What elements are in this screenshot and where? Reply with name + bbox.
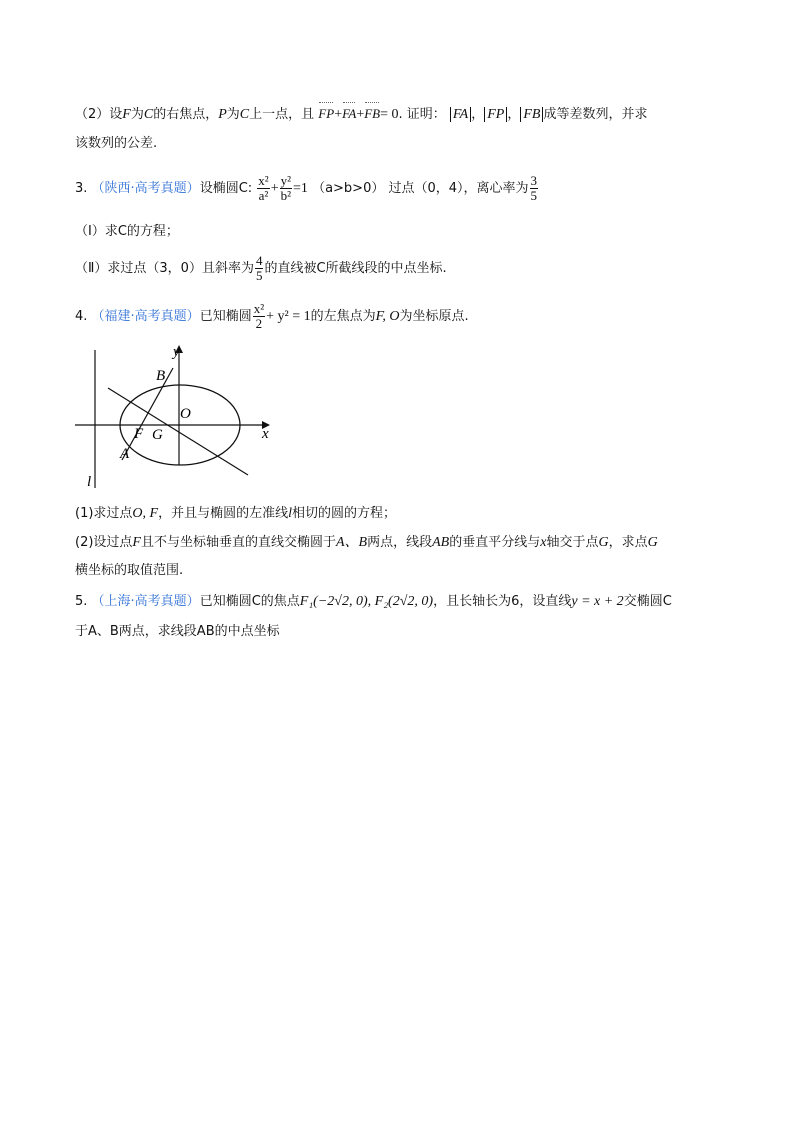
p2-line-1 — [75, 104, 648, 125]
math-F: F — [132, 535, 141, 550]
label-l: l — [87, 474, 92, 490]
equation-rest: + y² = 1 — [266, 309, 311, 324]
question-number: 3. — [75, 181, 88, 196]
q4-sub-1 — [75, 504, 396, 524]
q5-line-1 — [75, 592, 672, 612]
vector-FP: FP — [318, 104, 334, 124]
text: 已知椭圆C的焦点 — [199, 594, 300, 609]
text: 成等差数列，并求 — [543, 107, 648, 122]
abs-FB: FB — [520, 107, 543, 122]
math-l: l — [288, 506, 292, 521]
math-F: F — [122, 107, 131, 122]
text: (2)设过点 — [75, 535, 133, 550]
text: 的左焦点为 — [310, 309, 376, 324]
math-G: G — [598, 535, 609, 550]
plus: + — [356, 107, 365, 122]
numerator: x² — [258, 173, 269, 188]
text: 相切的圆的方程； — [292, 506, 397, 521]
text: 过点（0，4），离心率为 — [388, 181, 529, 196]
text: 已知椭圆 — [199, 309, 252, 324]
abs-FP: FP — [484, 107, 507, 122]
numerator: 4 — [255, 253, 263, 268]
vector-FA: FA — [342, 104, 356, 124]
q3-line-1 — [75, 174, 539, 204]
text: 且不与坐标轴垂直的直线交椭圆于 — [140, 535, 336, 550]
text: ，且长轴长为6，设直线 — [433, 594, 572, 609]
text: 轴交于点 — [546, 535, 599, 550]
q4-sub-2-cont — [75, 561, 183, 581]
text: （2）设 — [75, 107, 123, 122]
question-source: （陕西·高考真题） — [91, 181, 200, 196]
text: 两点，线段 — [367, 535, 433, 550]
label-A: A — [120, 446, 130, 462]
equals-one: =1 — [293, 181, 308, 196]
text: 上一点，且 — [249, 107, 315, 122]
numerator: x² — [253, 301, 265, 316]
ellipse-diagram — [70, 340, 280, 490]
text: 设椭圆C: — [199, 181, 253, 196]
question-number: 5. — [75, 594, 88, 609]
q4-line-1 — [75, 302, 469, 332]
fraction-x2-2 — [253, 302, 265, 331]
denominator: a² — [258, 188, 269, 203]
label-B: B — [156, 368, 166, 384]
text: 横坐标的取值范围. — [75, 563, 184, 578]
plus: + — [334, 107, 343, 122]
question-number: 4. — [75, 309, 88, 324]
label-y: y — [173, 344, 180, 360]
text: 的右焦点， — [153, 107, 219, 122]
text: (1)求过点 — [75, 506, 133, 521]
plus: + — [270, 181, 279, 196]
q3-part-ii — [75, 254, 447, 283]
condition: （a>b>0） — [312, 181, 385, 196]
label-F: F — [134, 426, 144, 442]
math-C: C — [239, 107, 250, 122]
text: ，并且与椭圆的左准线 — [158, 506, 289, 521]
chord-AB — [122, 368, 173, 460]
math-P: P — [218, 107, 227, 122]
fraction-eccentricity — [530, 174, 539, 203]
text: 为坐标原点. — [399, 309, 469, 324]
equals-zero: = 0 — [380, 107, 399, 122]
math-AB: AB — [432, 535, 450, 550]
math-line: y = x + 2 — [571, 594, 624, 609]
q4-sub-2 — [75, 533, 658, 553]
denominator: 5 — [255, 268, 263, 283]
text: 该数列的公差. — [75, 136, 158, 151]
text: 的直线被C所截线段的中点坐标. — [264, 261, 447, 276]
text: 为 — [226, 107, 240, 122]
question-source: （上海·高考真题） — [91, 594, 200, 609]
p2-line-2 — [75, 134, 157, 154]
denominator: b² — [280, 188, 292, 203]
comma: ， — [507, 107, 521, 122]
text: 交椭圆C — [623, 594, 672, 609]
q3-part-i — [75, 222, 179, 242]
comma: ， — [471, 107, 485, 122]
denominator: 2 — [255, 316, 263, 331]
label-x: x — [262, 426, 269, 442]
label-G: G — [152, 427, 163, 443]
math-x: x — [540, 535, 547, 550]
math-foci: F₁(−2√2, 0), F₂(2√2, 0) — [299, 594, 434, 609]
q5-line-2 — [75, 622, 280, 642]
numerator: y² — [280, 173, 292, 188]
math-G: G — [647, 535, 658, 550]
abs-FA: FA — [450, 107, 471, 122]
vector-FB: FB — [364, 104, 380, 124]
fraction-slope — [255, 254, 264, 283]
math-FO: F, O — [375, 309, 400, 324]
question-source: （福建·高考真题） — [91, 309, 200, 324]
ellipse-figure — [70, 340, 280, 494]
fraction-y2-b2 — [280, 174, 292, 203]
text: . 证明： — [398, 107, 446, 122]
text: ，求点 — [608, 535, 648, 550]
denominator: 5 — [530, 188, 538, 203]
math-AB: A、B — [336, 535, 368, 550]
numerator: 3 — [530, 173, 538, 188]
text: （Ⅰ）求C的方程； — [75, 224, 179, 239]
fraction-x2-a2 — [257, 174, 269, 203]
math-C: C — [143, 107, 154, 122]
text: 于A、B两点，求线段AB的中点坐标 — [75, 624, 280, 639]
text: 的垂直平分线与 — [449, 535, 541, 550]
text: （Ⅱ）求过点（3，0）且斜率为 — [75, 261, 254, 276]
math-OF: O, F — [132, 506, 159, 521]
text: 为 — [130, 107, 144, 122]
label-O: O — [180, 406, 191, 422]
